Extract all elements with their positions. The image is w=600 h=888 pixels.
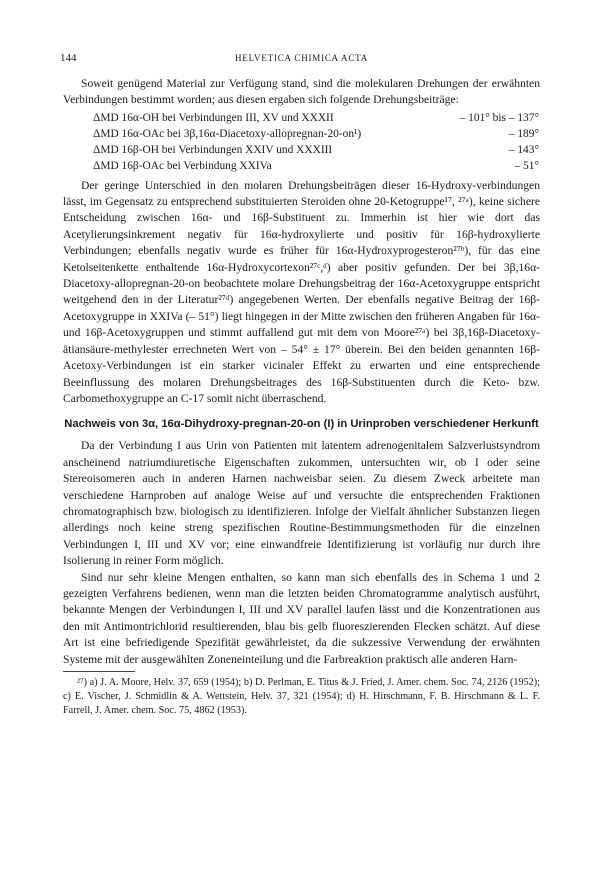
rotation-row bbox=[93, 126, 540, 142]
body-text bbox=[63, 76, 540, 719]
rotation-description: ΔMD 16α-OH bei Verbindungen III, XV und XXXII bbox=[93, 111, 334, 124]
rotation-value: – 51° bbox=[514, 160, 539, 173]
intro-paragraph: Soweit genügend Material zur Verfügung stand, sind die molekularen Drehungen der erwähnten Verbindungen bestimmt worden; aus diesen ergaben sich folgende Drehungsbeiträge: bbox=[63, 77, 540, 107]
section-paragraph: Da der Verbindung I aus Urin von Patienten mit latentem adrenogenitalem Salzverlustsyndrom anscheinend natriumdiuretische Eigenschaften zukommen, untersuchten wir, ob I oder seine Stereoisomeren auch in anderen Harnen nachweisbar seien. Zu diesem Zweck arbeitete man verschiedene Harnproben auf analoge Weise auf und versuchte die entsprechenden Fraktionen chromatographisch bzw. biologisch zu identifizieren. Infolge der Vielfalt ähnlicher Substanzen liegen allerdings noch keine streng spezifischen Routine-Bestimmungsmethoden für die einzelnen Verbindungen I, III und XV vor; eine einwandfreie Identifizierung ist vorläufig nur durch ihre Isolierung in reiner Form möglich. bbox=[63, 439, 540, 568]
rotation-value: – 101° bis – 137° bbox=[459, 111, 539, 124]
rotation-description: ΔMD 16β-OAc bei Verbindung XXIVa bbox=[93, 160, 272, 173]
rotation-row bbox=[93, 158, 540, 174]
rotation-value: – 189° bbox=[508, 128, 539, 141]
footnotes bbox=[63, 676, 540, 719]
footnote-divider bbox=[63, 671, 135, 672]
page-number: 144 bbox=[60, 52, 77, 64]
rotation-row bbox=[93, 142, 540, 158]
journal-title: HELVETICA CHIMICA ACTA bbox=[234, 53, 369, 63]
rotation-description: ΔMD 16β-OH bei Verbindungen XXIV und XXXIII bbox=[93, 144, 333, 157]
rotation-contributions-table bbox=[93, 110, 540, 175]
section-paragraph: Sind nur sehr kleine Mengen enthalten, so kann man sich ebenfalls des in Schema 1 und 2 gezeigten Verfahrens bedienen, wenn man die letzten beiden Chromatogramme analytisch ausführt, bekannte Mengen der Verbindungen I, III und XV parallel laufen lässt und die Konzentrationen aus den mit Antimontrichlorid resultierenden, blau bis gelb fluoreszierenden Flecken schätzt. Auf diese Art ist eine befriedigende Spezifität gewährleistet, da die sukzessive Verwendung der erwähnten Systeme mit der ausgewählten Zoneneinteilung und die Farbreaktion praktisch alle anderen Harn- bbox=[63, 570, 540, 666]
section-heading: Nachweis von 3α, 16α-Dihydroxy-pregnan-20-on (I) in Urinproben verschiedener Herkunft bbox=[64, 418, 539, 431]
page-header bbox=[60, 52, 540, 68]
rotation-value: – 143° bbox=[508, 144, 539, 157]
rotation-row bbox=[93, 110, 540, 126]
discussion-paragraph: Der geringe Unterschied in den molaren Drehungsbeiträgen dieser 16-Hydroxy-verbindungen lässt, im Gegensatz zu entsprechend substituierten Steroiden ohne 20-Ketogruppe¹⁷, ²⁷ᵃ), keine sichere Entscheidung zwischen 16α- und 16β-Substituent zu. Immerhin ist hier wie dort das Acetylierungsinkrement negativ für 16α-hydroxylierte und positiv für 16β-hydroxylierte Verbindungen; ebenfalls negativ wurde es früher für 16α-Hydroxyprogesteron²⁷ᵇ), für das eine Ketolseitenkette enthaltende 16α-Hydroxycortexon²⁷ᶜ,ᵈ) aber positiv gefunden. Der bei 3β,16α-Diacetoxy-allopregnan-20-on beobachtete molare Drehungsbeitrag der 16α-Acetoxygruppe entspricht weitgehend den in der Literatur²⁷ᵈ) angegebenen Werten. Der ebenfalls negative Beitrag der 16β-Acetoxygruppe in XXIVa (– 51°) liegt hingegen in der Mitte zwischen den früheren Angaben für 16α- und 16β-Acetoxygruppen und stimmt auffallend gut mit dem von Moore²⁷ᵃ) bei 3β,16β-Diacetoxy-ätiansäure-methylester errechneten Wert von – 54° ± 17° überein. Bei den beiden genannten 16β-Acetoxy-Verbindungen ist ein starker vicinaler Effekt zu erwarten und eine entsprechende Beeinflussung des molaren Drehungsbeitrages des 16β-Substituenten durch die Keto- bzw. Carbomethoxygruppe an C-17 somit nicht überraschend. bbox=[63, 178, 540, 405]
page bbox=[60, 52, 540, 719]
rotation-description: ΔMD 16α-OAc bei 3β,16α-Diacetoxy-allopregnan-20-on¹) bbox=[93, 128, 362, 141]
footnote: ²⁷) a) J. A. Moore, Helv. 37, 659 (1954); b) D. Perlman, E. Titus & J. Fried, J. Amer. chem. Soc. 74, 2126 (1952); c) E. Vischer, J. Schmidlin & A. Wettstein, Helv. 37, 321 (1954); d) H. Hirschmann, F. B. Hirschmann & L. F. Farrell, J. Amer. chem. Soc. 75, 4862 (1953). bbox=[63, 677, 540, 717]
